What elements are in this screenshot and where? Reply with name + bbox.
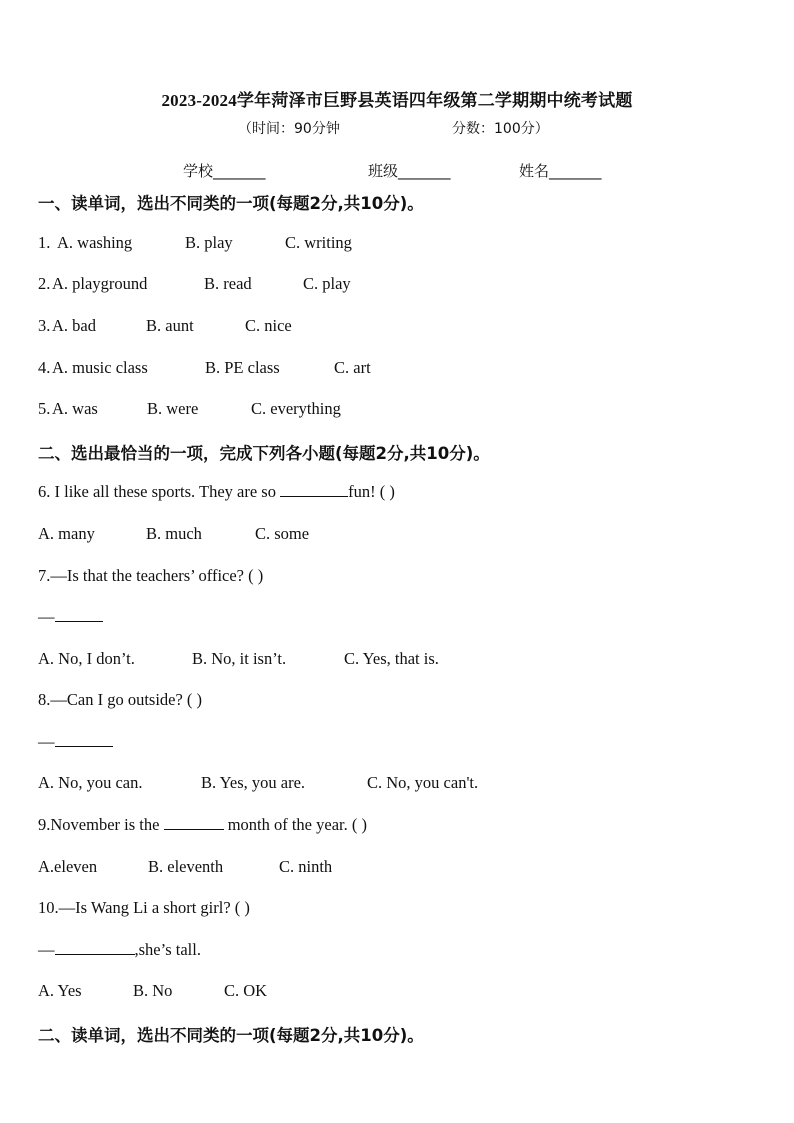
stem-part-b: fun! ( ) [348,482,395,501]
option-a: A. was [52,399,98,418]
option-c: C. No, you can't. [367,773,479,792]
option-b: B. eleventh [148,857,224,876]
section-2-heading: 二、选出最恰当的一项，完成下列各小题(每题2分,共10分)。 [38,444,490,463]
option-a: A. Yes [38,981,82,1000]
option-c: C. some [255,524,310,543]
option-a: A. playground [52,274,148,293]
option-b: B. were [147,399,199,418]
option-c: C. everything [251,399,341,418]
option-a: A. washing [57,233,133,252]
option-a: A. bad [52,316,96,335]
option-b: B. PE class [205,358,280,377]
name-field: 姓名_______ [519,162,602,180]
question-number: 1. [38,233,51,252]
section-3-heading: 二、读单词，选出不同类的一项(每题2分,共10分)。 [38,1026,424,1045]
class-field: 班级_______ [368,162,451,180]
answer-blank [164,815,224,830]
option-c: C. writing [285,233,352,252]
question-stem [38,815,367,835]
answer-blank [55,607,103,622]
option-c: C. Yes, that is. [344,649,439,668]
option-a: A.eleven [38,857,98,876]
question-number: 5. [38,399,51,418]
question-number: 4. [38,358,51,377]
option-b: B. Yes, you are. [201,773,306,792]
dash: — [38,607,55,626]
question-stem: 10.—Is Wang Li a short girl? ( ) [38,898,250,917]
option-b: B. aunt [146,316,194,335]
question-number: 2. [38,274,51,293]
answer-line [38,607,103,627]
option-c: C. nice [245,316,292,335]
exam-title: 2023-2024学年菏泽市巨野县英语四年级第二学期期中统考试题 [161,91,633,110]
stem-part-b: month of the year. ( ) [223,815,367,834]
answer-line [38,940,201,960]
question-stem: 8.—Can I go outside? ( ) [38,690,203,709]
question-stem: 7.—Is that the teachers’ office? ( ) [38,566,264,585]
option-c: C. art [334,358,371,377]
dash: — [38,732,55,751]
answer-blank [55,732,113,747]
school-field: 学校_______ [183,162,266,180]
answer-blank [280,482,348,497]
answer-blank [55,940,135,955]
option-c: C. ninth [279,857,333,876]
option-a: A. many [38,524,95,543]
exam-score: 分数：100分） [452,121,549,137]
exam-time: （时间：90分钟 [238,121,340,137]
section-1-heading: 一、读单词，选出不同类的一项(每题2分,共10分)。 [38,194,424,213]
option-b: B. play [185,233,233,252]
question-number: 3. [38,316,51,335]
answer-line [38,732,113,752]
answer-tail: ,she’s tall. [134,940,201,959]
stem-part-a: 9.November is the [38,815,164,834]
option-b: B. read [204,274,252,293]
option-a: A. No, you can. [38,773,143,792]
option-c: C. OK [224,981,268,1000]
option-b: B. No [133,981,173,1000]
option-a: A. music class [52,358,148,377]
option-b: B. much [146,524,202,543]
dash: — [38,940,55,959]
stem-part-a: 6. I like all these sports. They are so [38,482,281,501]
option-b: B. No, it isn’t. [192,649,287,668]
question-stem [38,482,395,502]
option-c: C. play [303,274,351,293]
option-a: A. No, I don’t. [38,649,135,668]
